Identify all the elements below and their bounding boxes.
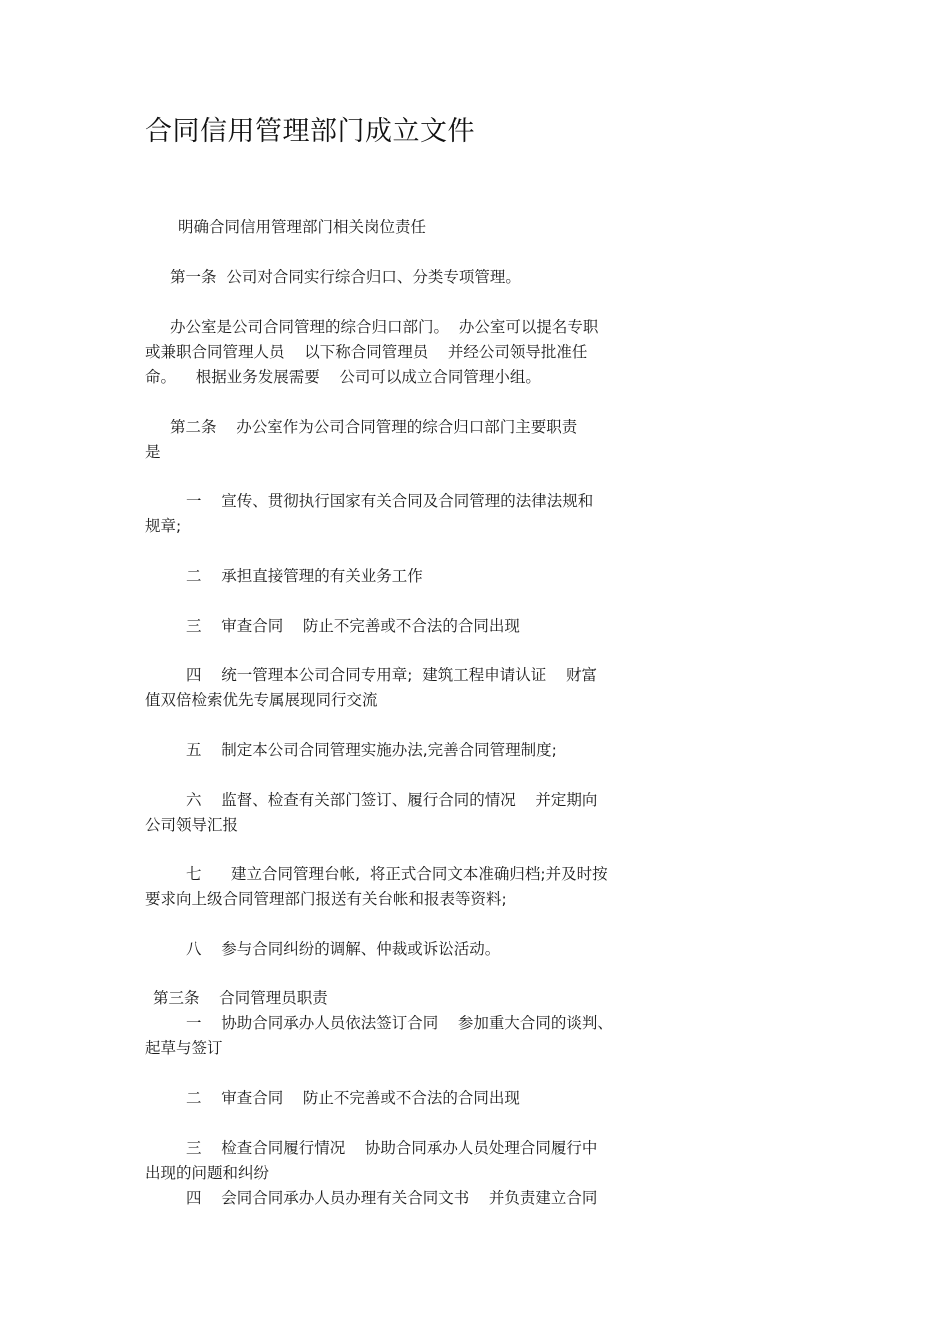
list-item-line: 二 承担直接管理的有关业务工作 — [186, 567, 423, 585]
list-item-line: 出现的问题和纠纷 — [145, 1164, 270, 1182]
list-item-line: 公司领导汇报 — [145, 816, 239, 834]
list-item-line: 要求向上级合同管理部门报送有关台帐和报表等资料; — [145, 890, 507, 908]
list-item-line: 一 协助合同承办人员依法签订合同 参加重大合同的谈判、 — [186, 1014, 613, 1032]
list-item-line: 四 会同合同承办人员办理有关合同文书 并负责建立合同 — [186, 1189, 598, 1207]
paragraph-line: 办公室是公司合同管理的综合归口部门。 办公室可以提名专职 — [170, 318, 599, 336]
list-item-line: 二 审查合同 防止不完善或不合法的合同出现 — [186, 1089, 520, 1107]
paragraph-line: 第一条 公司对合同实行综合归口、分类专项管理。 — [170, 268, 521, 286]
list-item-line: 八 参与合同纠纷的调解、仲裁或诉讼活动。 — [186, 940, 501, 958]
paragraph-line: 是 — [145, 443, 161, 461]
paragraph-line: 或兼职合同管理人员 以下称合同管理员 并经公司领导批准任 — [145, 343, 588, 361]
list-item-line: 四 统一管理本公司合同专用章; 建筑工程申请认证 财富 — [186, 666, 597, 684]
list-item-line: 七 建立合同管理台帐, 将正式合同文本准确归档;并及时按 — [186, 865, 608, 883]
paragraph-line: 第二条 办公室作为公司合同管理的综合归口部门主要职责 — [170, 418, 578, 436]
section-heading: 明确合同信用管理部门相关岗位责任 — [178, 218, 427, 236]
list-item-line: 一 宣传、贯彻执行国家有关合同及合同管理的法律法规和 — [186, 492, 594, 510]
list-item-line: 值双倍检索优先专属展现同行交流 — [145, 691, 378, 709]
paragraph-line: 第三条 合同管理员职责 — [153, 989, 328, 1007]
paragraph-line: 命。 根据业务发展需要 公司可以成立合同管理小组。 — [145, 368, 541, 386]
list-item-line: 五 制定本公司合同管理实施办法,完善合同管理制度; — [186, 741, 557, 759]
list-item-line: 三 检查合同履行情况 协助合同承办人员处理合同履行中 — [186, 1139, 598, 1157]
list-item-line: 三 审查合同 防止不完善或不合法的合同出现 — [186, 617, 520, 635]
document-title: 合同信用管理部门成立文件 — [145, 116, 475, 147]
list-item-line: 六 监督、检查有关部门签订、履行合同的情况 并定期向 — [186, 791, 598, 809]
list-item-line: 规章; — [145, 517, 182, 535]
list-item-line: 起草与签订 — [145, 1039, 223, 1057]
